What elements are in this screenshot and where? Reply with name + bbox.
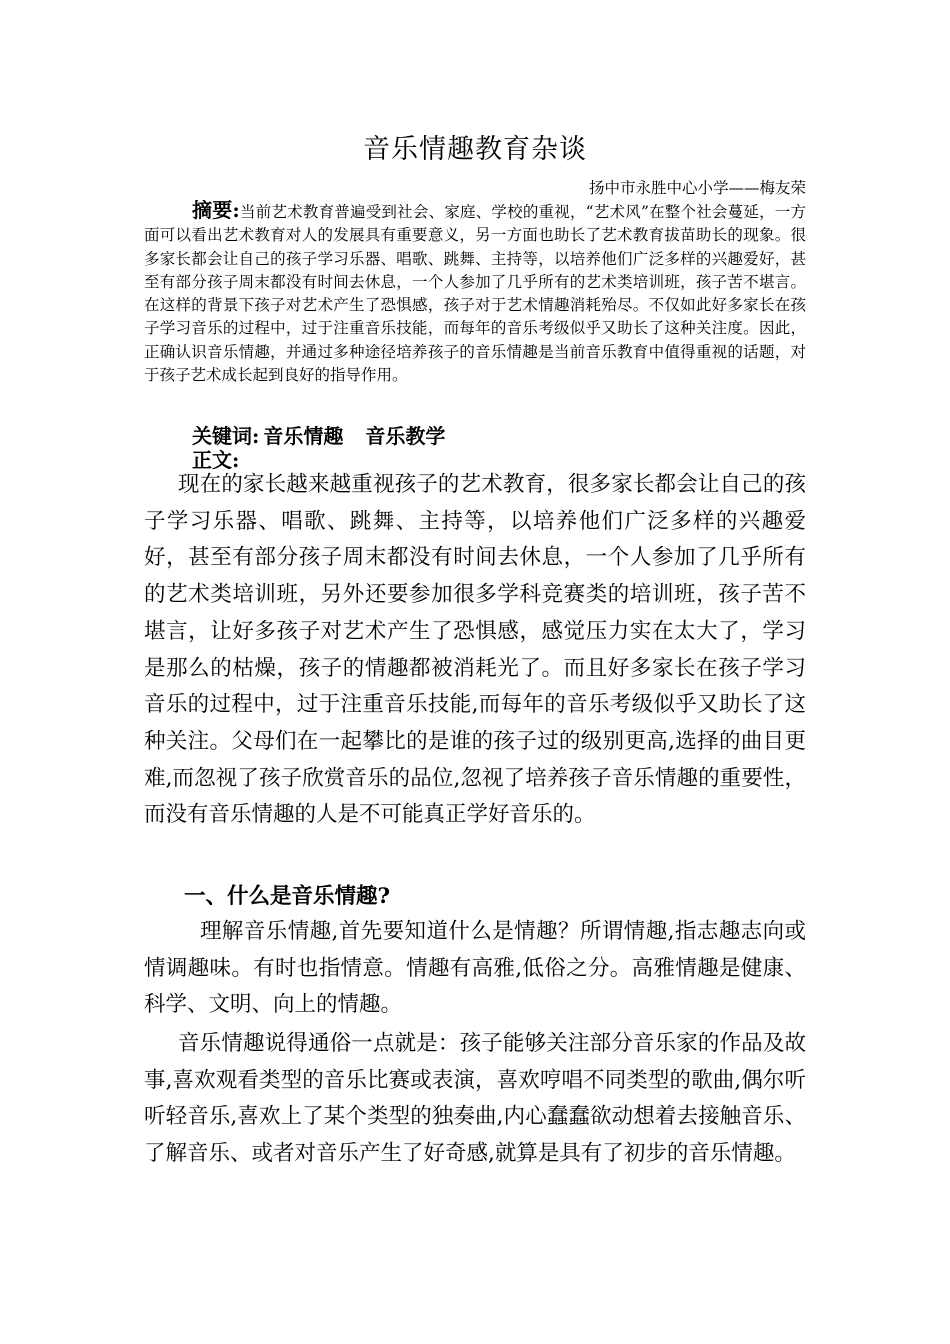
keyword-item: 音乐情趣 bbox=[263, 424, 344, 448]
keyword-item: 音乐教学 bbox=[365, 424, 446, 448]
body-paragraph-1: 现在的家长越来越重视孩子的艺术教育，很多家长都会让自己的孩子学习乐器、唱歌、跳舞、主持等，以培养他们广泛多样的兴趣爱好，甚至有部分孩子周末都没有时间去休息，一个人参加了几乎所有的艺术类培训班，另外还要参加很多学科竞赛类的培训班，孩子苦不堪言，让好多孩子对艺术产生了恐惧感，感觉压力实在太大了，学习是那么的枯燥，孩子的情趣都被消耗光了。而且好多家长在孩子学习音乐的过程中，过于注重音乐技能,而每年的音乐考级似乎又助长了这种关注。父母们在一起攀比的是谁的孩子过的级别更高,选择的曲目更难,而忽视了孩子欣赏音乐的品位,忽视了培养孩子音乐情趣的重要性，而没有音乐情趣的人是不可能真正学好音乐的。 bbox=[144, 472, 806, 828]
keywords-line bbox=[192, 423, 445, 449]
document-title: 音乐情趣教育杂谈 bbox=[363, 134, 587, 165]
abstract-text: 当前艺术教育普遍受到社会、家庭、学校的重视，“艺术风”在整个社会蔓延，一方面可以看出艺术教育对人的发展具有重要意义，另一方面也助长了艺术教育拔苗助长的现象。很多家长都会让自己的孩子学习乐器、唱歌、跳舞、主持等，以培养他们广泛多样的兴趣爱好，甚至有部分孩子周末都没有时间去休息，一个人参加了几乎所有的艺术类培训班，孩子苦不堪言。在这样的背景下孩子对艺术产生了恐惧感，孩子对于艺术情趣消耗殆尽。不仅如此好多家长在孩子学习音乐的过程中，过于注重音乐技能，而每年的音乐考级似乎又助长了这种关注度。因此，正确认识音乐情趣，并通过多种途径培养孩子的音乐情趣是当前音乐教育中值得重视的话题，对于孩子艺术成长起到良好的指导作用。 bbox=[144, 203, 806, 385]
keywords-label: 关键词: bbox=[192, 424, 260, 448]
body-label: 正文: bbox=[192, 448, 240, 472]
body-paragraph-2: 理解音乐情趣,首先要知道什么是情趣？所谓情趣,指志趣志向或情调趣味。有时也指情意。情趣有高雅,低俗之分。高雅情趣是健康、科学、文明、向上的情趣。 bbox=[144, 919, 806, 1018]
abstract-paragraph bbox=[144, 199, 806, 387]
body-paragraph-3: 音乐情趣说得通俗一点就是：孩子能够关注部分音乐家的作品及故事,喜欢观看类型的音乐比赛或表演，喜欢哼唱不同类型的歌曲,偶尔听听轻音乐,喜欢上了某个类型的独奏曲,内心蠢蠢欲动想着去接触音乐、了解音乐、或者对音乐产生了好奇感,就算是具有了初步的音乐情趣。 bbox=[144, 1031, 806, 1167]
section-heading-1: 一、什么是音乐情趣? bbox=[184, 884, 391, 909]
abstract-label: 摘要: bbox=[192, 198, 240, 222]
author-line: 扬中市永胜中心小学——梅友荣 bbox=[588, 179, 806, 197]
